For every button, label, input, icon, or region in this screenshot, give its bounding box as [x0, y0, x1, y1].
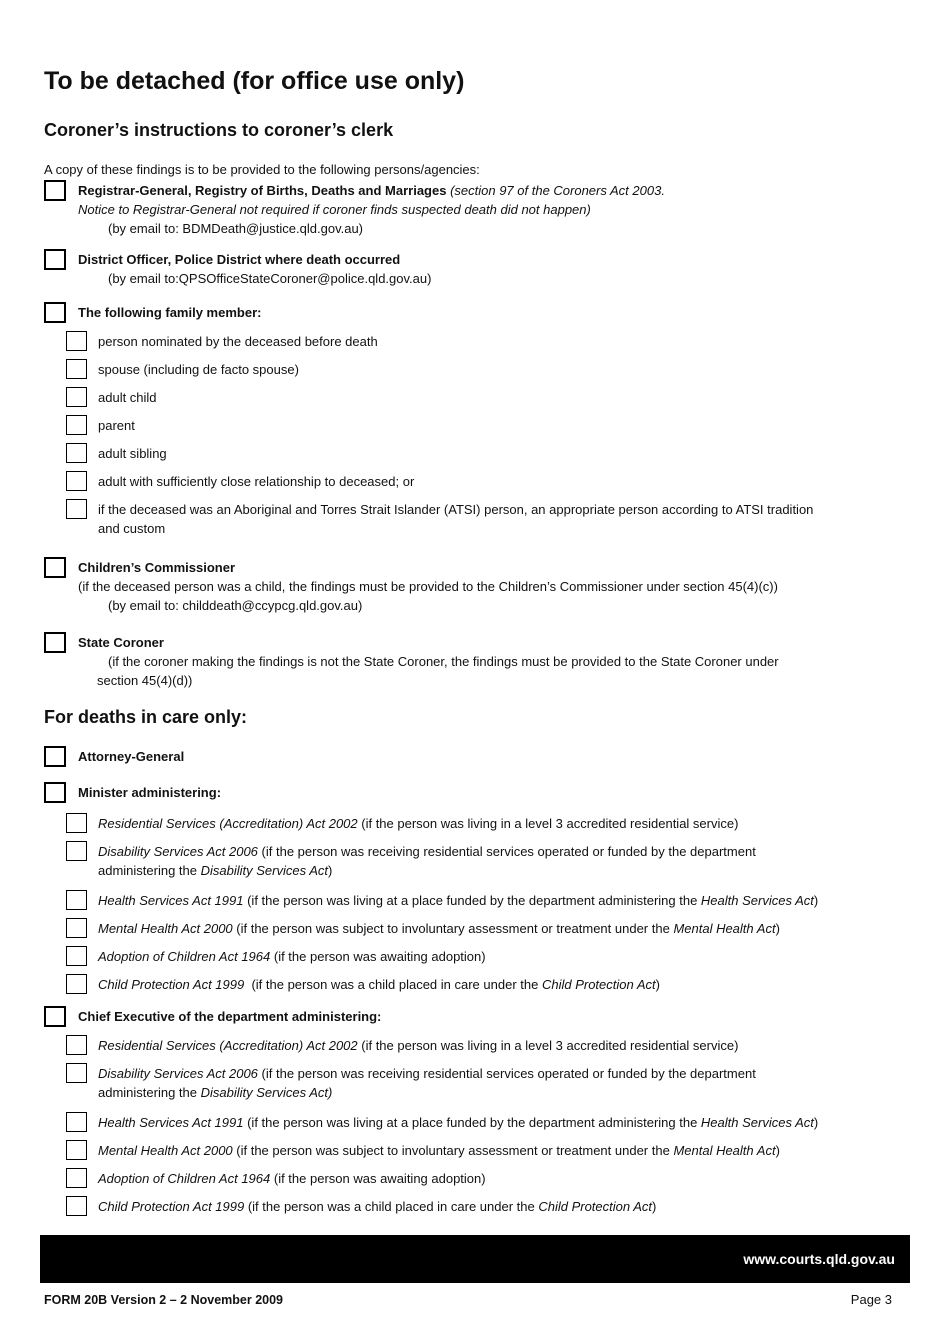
minister-act-health: [66, 890, 910, 910]
minister-residential-services-label: Residential Services (Accreditation) Act 2002 (if the person was living in a level 3 accredited residential service): [98, 816, 739, 832]
minister-act-residential: [66, 813, 910, 833]
recipient-district-officer: [44, 249, 910, 288]
chief-child-protection-label: Child Protection Act 1999 (if the person was a child placed in care under the Child Protection Act): [98, 1199, 657, 1215]
family-option-atsi: [66, 499, 910, 538]
attorney-general-label: Attorney-General: [78, 749, 185, 765]
minister-administering-label: Minister administering:: [78, 785, 222, 801]
checkbox-state-coroner[interactable]: [44, 632, 66, 653]
minister-health-services-label: Health Services Act 1991 (if the person was living at a place funded by the department administering the Health Services Act): [98, 893, 819, 909]
registrar-general-label: Registrar-General, Registry of Births, Deaths and Marriages (section 97 of the Coroners Act 2003.: [78, 182, 665, 198]
chief-act-residential: [66, 1035, 910, 1055]
website-url: www.courts.qld.gov.au: [743, 1251, 895, 1267]
recipient-state-coroner: [44, 632, 910, 690]
checkbox-minister-child-protection-act[interactable]: [66, 974, 87, 994]
checkbox-minister-disability-services-act[interactable]: [66, 841, 87, 861]
checkbox-minister-mental-health-act[interactable]: [66, 918, 87, 938]
family-member-label: The following family member:: [78, 304, 262, 320]
checkbox-family-atsi[interactable]: [66, 499, 87, 519]
family-atsi-label-line1: if the deceased was an Aboriginal and Torres Strait Islander (ATSI) person, an appropriate person according to ATSI tradition: [98, 501, 814, 517]
recipient-family-member: [44, 302, 910, 323]
chief-act-child-protection: [66, 1196, 910, 1216]
checkbox-minister-administering[interactable]: [44, 782, 66, 803]
chief-act-mental-health: [66, 1140, 910, 1160]
checkbox-childrens-commissioner[interactable]: [44, 557, 66, 578]
recipient-registrar-general: [44, 180, 910, 238]
page-title: To be detached (for office use only): [44, 67, 465, 95]
family-option-close-adult: [66, 471, 910, 491]
checkbox-family-close-adult[interactable]: [66, 471, 87, 491]
registrar-general-email: (by email to: BDMDeath@justice.qld.gov.au): [108, 220, 364, 236]
checkbox-minister-residential-services-act[interactable]: [66, 813, 87, 833]
care-chief-executive: [44, 1006, 910, 1027]
chief-adoption-label: Adoption of Children Act 1964 (if the person was awaiting adoption): [98, 1171, 486, 1187]
family-adult-child-label: adult child: [98, 389, 157, 405]
checkbox-chief-child-protection-act[interactable]: [66, 1196, 87, 1216]
family-nominated-label: person nominated by the deceased before death: [98, 333, 378, 349]
family-parent-label: parent: [98, 417, 135, 433]
checkbox-attorney-general[interactable]: [44, 746, 66, 767]
chief-act-disability: [66, 1063, 910, 1102]
state-coroner-label: State Coroner: [78, 634, 164, 650]
checkbox-family-parent[interactable]: [66, 415, 87, 435]
family-option-adult-child: [66, 387, 910, 407]
chief-executive-label: Chief Executive of the department administering:: [78, 1009, 382, 1025]
minister-child-protection-label: Child Protection Act 1999 (if the person was a child placed in care under the Child Protection Act): [98, 977, 660, 993]
checkbox-minister-adoption-act[interactable]: [66, 946, 87, 966]
childrens-commissioner-label: Children’s Commissioner: [78, 559, 235, 575]
checkbox-family-member[interactable]: [44, 302, 66, 323]
checkbox-minister-health-services-act[interactable]: [66, 890, 87, 910]
district-officer-email: (by email to:QPSOfficeStateCoroner@police.qld.gov.au): [108, 270, 432, 286]
childrens-commissioner-note: (if the deceased person was a child, the findings must be provided to the Children’s Commissioner under section 45(4)(c)): [78, 578, 778, 594]
chief-act-adoption: [66, 1168, 910, 1188]
minister-act-adoption: [66, 946, 910, 966]
page-number: Page 3: [850, 1292, 892, 1307]
family-option-spouse: [66, 359, 910, 379]
family-spouse-label: spouse (including de facto spouse): [98, 361, 299, 377]
minister-act-child-protection: [66, 974, 910, 994]
section-heading-coroners-instructions: Coroner’s instructions to coroner’s clerk: [44, 120, 394, 140]
minister-act-mental-health: [66, 918, 910, 938]
registrar-general-note: Notice to Registrar-General not required if coroner finds suspected death did not happen): [78, 201, 591, 217]
family-close-adult-label: adult with sufficiently close relationship to deceased; or: [98, 473, 415, 489]
state-coroner-note-line1: (if the coroner making the findings is not the State Coroner, the findings must be provided to the State Coroner under: [108, 653, 779, 669]
district-officer-label: District Officer, Police District where death occurred: [78, 251, 401, 267]
family-option-nominated: [66, 331, 910, 351]
checkbox-family-spouse[interactable]: [66, 359, 87, 379]
chief-mental-health-label: Mental Health Act 2000 (if the person was subject to involuntary assessment or treatment under the Mental Health Act): [98, 1143, 780, 1159]
intro-text: A copy of these findings is to be provided to the following persons/agencies:: [44, 161, 480, 177]
minister-mental-health-label: Mental Health Act 2000 (if the person was subject to involuntary assessment or treatment under the Mental Health Act): [98, 921, 780, 937]
chief-residential-services-label: Residential Services (Accreditation) Act 2002 (if the person was living in a level 3 accredited residential service): [98, 1038, 739, 1054]
checkbox-family-adult-child[interactable]: [66, 387, 87, 407]
checkbox-chief-health-services-act[interactable]: [66, 1112, 87, 1132]
minister-disability-services-label-line1: Disability Services Act 2006 (if the person was receiving residential services operated or funded by the department: [98, 844, 756, 860]
checkbox-district-officer[interactable]: [44, 249, 66, 270]
checkbox-chief-residential-services-act[interactable]: [66, 1035, 87, 1055]
minister-act-disability: [66, 841, 910, 880]
form-version: FORM 20B Version 2 – 2 November 2009: [44, 1293, 283, 1307]
checkbox-chief-mental-health-act[interactable]: [66, 1140, 87, 1160]
family-option-parent: [66, 415, 910, 435]
checkbox-chief-disability-services-act[interactable]: [66, 1063, 87, 1083]
recipient-childrens-commissioner: [44, 557, 910, 615]
family-adult-sibling-label: adult sibling: [98, 445, 167, 461]
childrens-commissioner-email: (by email to: childdeath@ccypcg.qld.gov.au): [108, 597, 363, 613]
chief-disability-services-label-line2: administering the Disability Services Act): [98, 1085, 333, 1101]
family-atsi-label-line2: and custom: [98, 520, 166, 536]
minister-disability-services-label-line2: administering the Disability Services Act): [98, 863, 333, 879]
checkbox-family-adult-sibling[interactable]: [66, 443, 87, 463]
family-option-adult-sibling: [66, 443, 910, 463]
chief-disability-services-label-line1: Disability Services Act 2006 (if the person was receiving residential services operated or funded by the department: [98, 1066, 756, 1082]
section-heading-deaths-in-care: For deaths in care only:: [44, 706, 248, 727]
checkbox-family-nominated[interactable]: [66, 331, 87, 351]
chief-health-services-label: Health Services Act 1991 (if the person was living at a place funded by the department administering the Health Services Act): [98, 1115, 819, 1131]
minister-adoption-label: Adoption of Children Act 1964 (if the person was awaiting adoption): [98, 949, 486, 965]
checkbox-chief-executive[interactable]: [44, 1006, 66, 1027]
state-coroner-note-line2: section 45(4)(d)): [97, 672, 193, 688]
care-minister-administering: [44, 782, 910, 803]
footer-meta: [44, 1292, 892, 1307]
checkbox-registrar-general[interactable]: [44, 180, 66, 201]
care-attorney-general: [44, 746, 910, 767]
checkbox-chief-adoption-act[interactable]: [66, 1168, 87, 1188]
footer-bar: [40, 1235, 910, 1283]
chief-act-health: [66, 1112, 910, 1132]
